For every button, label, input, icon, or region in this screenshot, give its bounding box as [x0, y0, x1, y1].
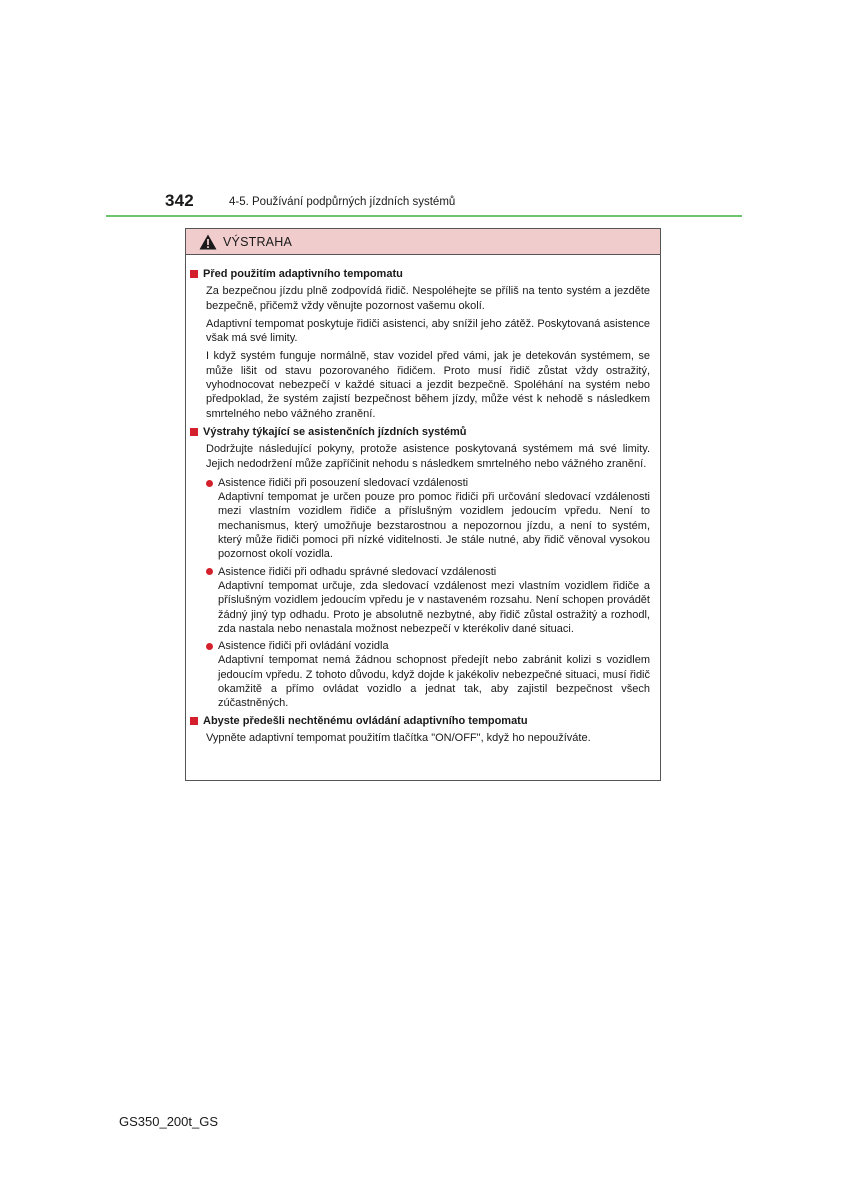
- header-divider: [106, 215, 742, 217]
- square-bullet-icon: [190, 717, 198, 725]
- bullet-heading: [206, 476, 650, 490]
- bullet-text: Adaptivní tempomat určuje, zda sledovací vzdálenost mezi vlastním vozidlem řidiče a příslušným vozidlem jedoucím vpředu je v nastaveném rozsahu. Není schopen provádět žádný jiný typ odhadu. Proto je absolutně nezbytné, aby řidič zůstal ostražitý a rozhodl, zda nastala nebo nenastala možnost nebezpečí v kterékoliv dané situaci.: [218, 579, 650, 635]
- page-number: 342: [165, 191, 194, 210]
- section-heading-text: Výstrahy týkající se asistenčních jízdních systémů: [203, 425, 467, 438]
- round-bullet-icon: [206, 568, 213, 575]
- bullet-text: Adaptivní tempomat nemá žádnou schopnost předejít nebo zabránit kolizi s vozidlem jedoucím vpředu. Z tohoto důvodu, když dojde k jakékoliv nebezpečné situaci, musí řidič okamžitě a přímo ovládat vozidlo a jednat tak, aby zajistil bezpečnost všech zúčastněných.: [218, 654, 650, 710]
- warning-triangle-icon: [199, 234, 217, 250]
- section-heading-text: Abyste předešli nechtěnému ovládání adaptivního tempomatu: [203, 714, 528, 727]
- paragraph: Vypněte adaptivní tempomat použitím tlačítka "ON/OFF", když ho nepoužíváte.: [206, 731, 591, 744]
- bullet-title: Asistence řidiči při odhadu správné sledovací vzdálenosti: [218, 565, 497, 578]
- bullet-item: [206, 565, 650, 636]
- section-heading: [190, 714, 650, 728]
- paragraph: Za bezpečnou jízdu plně zodpovídá řidič. Nespoléhejte se příliš na tento systém a jezděte bezpečně, přičemž vždy věnujte pozornost vašemu okolí.: [206, 285, 650, 312]
- section-title: 4-5. Používání podpůrných jízdních systémů: [229, 196, 456, 208]
- warning-body: [186, 255, 660, 745]
- warning-box: [185, 228, 661, 781]
- warning-header: [186, 229, 660, 255]
- paragraph: Dodržujte následující pokyny, protože asistence poskytovaná systémem má své limity. Jejich nedodržení může zapříčinit nehodu s následkem smrtelného nebo vážného zranění.: [206, 443, 650, 470]
- warning-title: VÝSTRAHA: [223, 234, 292, 249]
- round-bullet-icon: [206, 480, 213, 487]
- square-bullet-icon: [190, 270, 198, 278]
- footer-model-code: GS350_200t_GS: [119, 1114, 219, 1129]
- bullet-text: Adaptivní tempomat je určen pouze pro pomoc řidiči při určování sledovací vzdálenosti mezi vlastním vozidlem řidiče a příslušným vozidlem jedoucím vpředu. Není to mechanismus, který umožňuje bezstarostnou a nepozornou jízdu, a není to systém, který může řidiči pomoci při nízké viditelnosti. Je stále nutné, aby řidič věnoval vysokou pozornost okolí vozidla.: [218, 491, 650, 561]
- bullet-title: Asistence řidiči při ovládání vozidla: [218, 640, 389, 653]
- square-bullet-icon: [190, 428, 198, 436]
- bullet-heading: [206, 565, 650, 579]
- section-heading-text: Před použitím adaptivního tempomatu: [203, 268, 403, 280]
- round-bullet-icon: [206, 643, 213, 650]
- section-heading: [190, 425, 650, 439]
- bullet-title: Asistence řidiči při posouzení sledovací vzdálenosti: [218, 476, 469, 489]
- bullet-item: [206, 476, 650, 562]
- section-heading: [190, 267, 650, 281]
- paragraph: I když systém funguje normálně, stav vozidel před vámi, jak je detekován systémem, se může lišit od stavu pozorovaného řidičem. Proto musí řidič zůstat vždy ostražitý, vyhodnocovat nebezpečí v každé situaci a jezdit bezpečně. Spoléhání na systém nebo předpoklad, že systém zajistí bezpečnost během jízdy, může vést k nehodě s následkem smrtelného nebo vážného zranění.: [206, 350, 650, 420]
- bullet-heading: [206, 639, 650, 653]
- paragraph: Adaptivní tempomat poskytuje řidiči asistenci, aby snížil jeho zátěž. Poskytovaná asistence však má své limity.: [206, 317, 650, 345]
- bullet-item: [206, 639, 650, 710]
